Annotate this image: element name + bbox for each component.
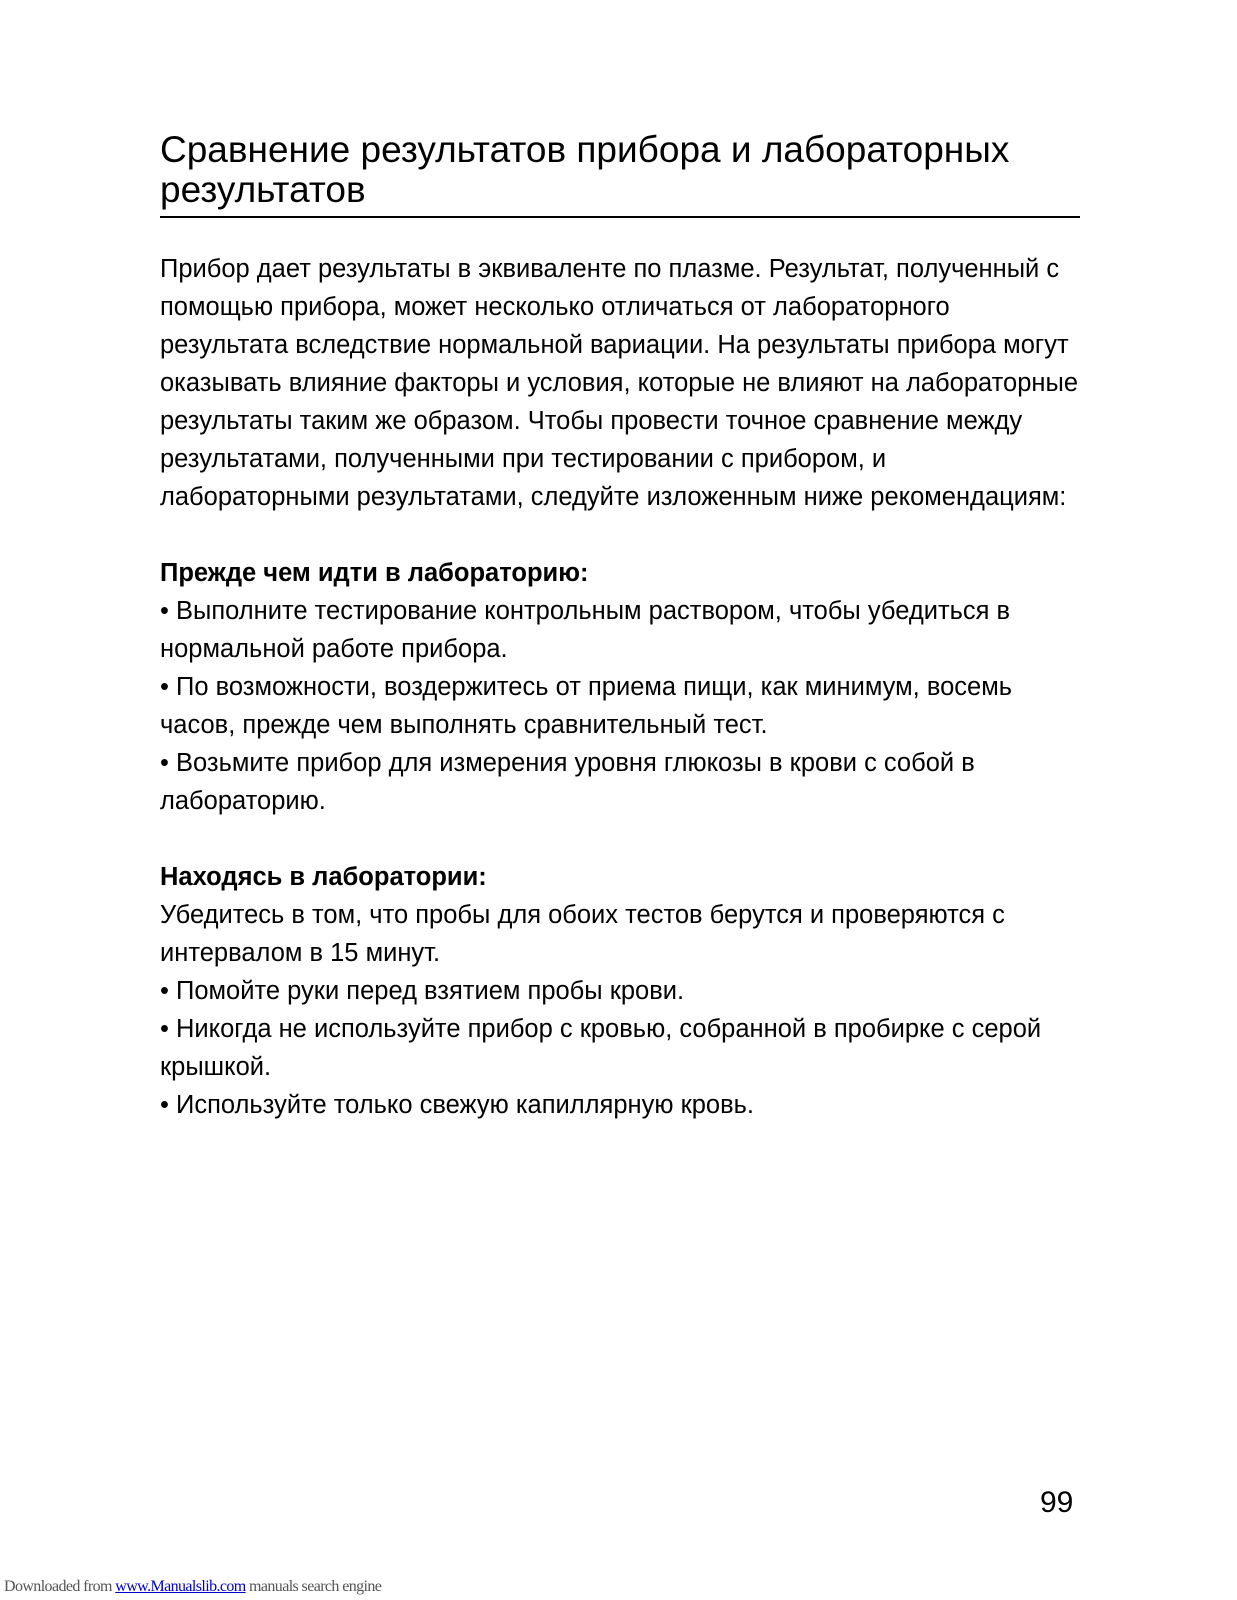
- manualslib-link[interactable]: www.Manualslib.com: [115, 1578, 246, 1595]
- footer-suffix: manuals search engine: [245, 1578, 382, 1595]
- list-item: • Выполните тестирование контрольным раствором, чтобы убедиться в нормальной работе прибора.: [160, 597, 1011, 663]
- page-number: 99: [1040, 1486, 1074, 1519]
- section-at-lab-note: Убедитесь в том, что пробы для обоих тестов берутся и проверяются с интервалом в 15 минут.: [160, 901, 1005, 967]
- footer-prefix: Downloaded from: [4, 1578, 116, 1595]
- list-item: • Помойте руки перед взятием пробы крови.: [160, 977, 685, 1005]
- list-item: • По возможности, воздержитесь от приема пищи, как минимум, восемь часов, прежде чем выполнять сравнительный тест.: [160, 673, 1013, 739]
- intro-paragraph: Прибор дает результаты в эквиваленте по плазме. Результат, полученный с помощью прибора, может несколько отличаться от лабораторного результата вследствие нормальной вариации. На результаты прибора могут оказывать влияние факторы и условия, которые не влияют на лабораторные результаты таким же образом. Чтобы провести точное сравнение между результатами, полученными при тестировании с прибором, и лабораторными результатами, следуйте изложенным ниже рекомендациям:: [160, 255, 1078, 511]
- section-before-lab: [160, 554, 1080, 820]
- page-title: Сравнение результатов прибора и лабораторных результатов: [160, 130, 1080, 218]
- section-at-lab-heading: Находясь в лаборатории:: [160, 863, 487, 891]
- list-item: • Никогда не используйте прибор с кровью, собранной в пробирке с серой крышкой.: [160, 1015, 1042, 1081]
- list-item: • Возьмите прибор для измерения уровня глюкозы в крови с собой в лабораторию.: [160, 749, 975, 815]
- section-at-lab: [160, 858, 1080, 1124]
- document-page: [160, 130, 1080, 1124]
- download-footer: [4, 1578, 381, 1596]
- section-before-lab-heading: Прежде чем идти в лабораторию:: [160, 559, 589, 587]
- list-item: • Используйте только свежую капиллярную кровь.: [160, 1091, 755, 1119]
